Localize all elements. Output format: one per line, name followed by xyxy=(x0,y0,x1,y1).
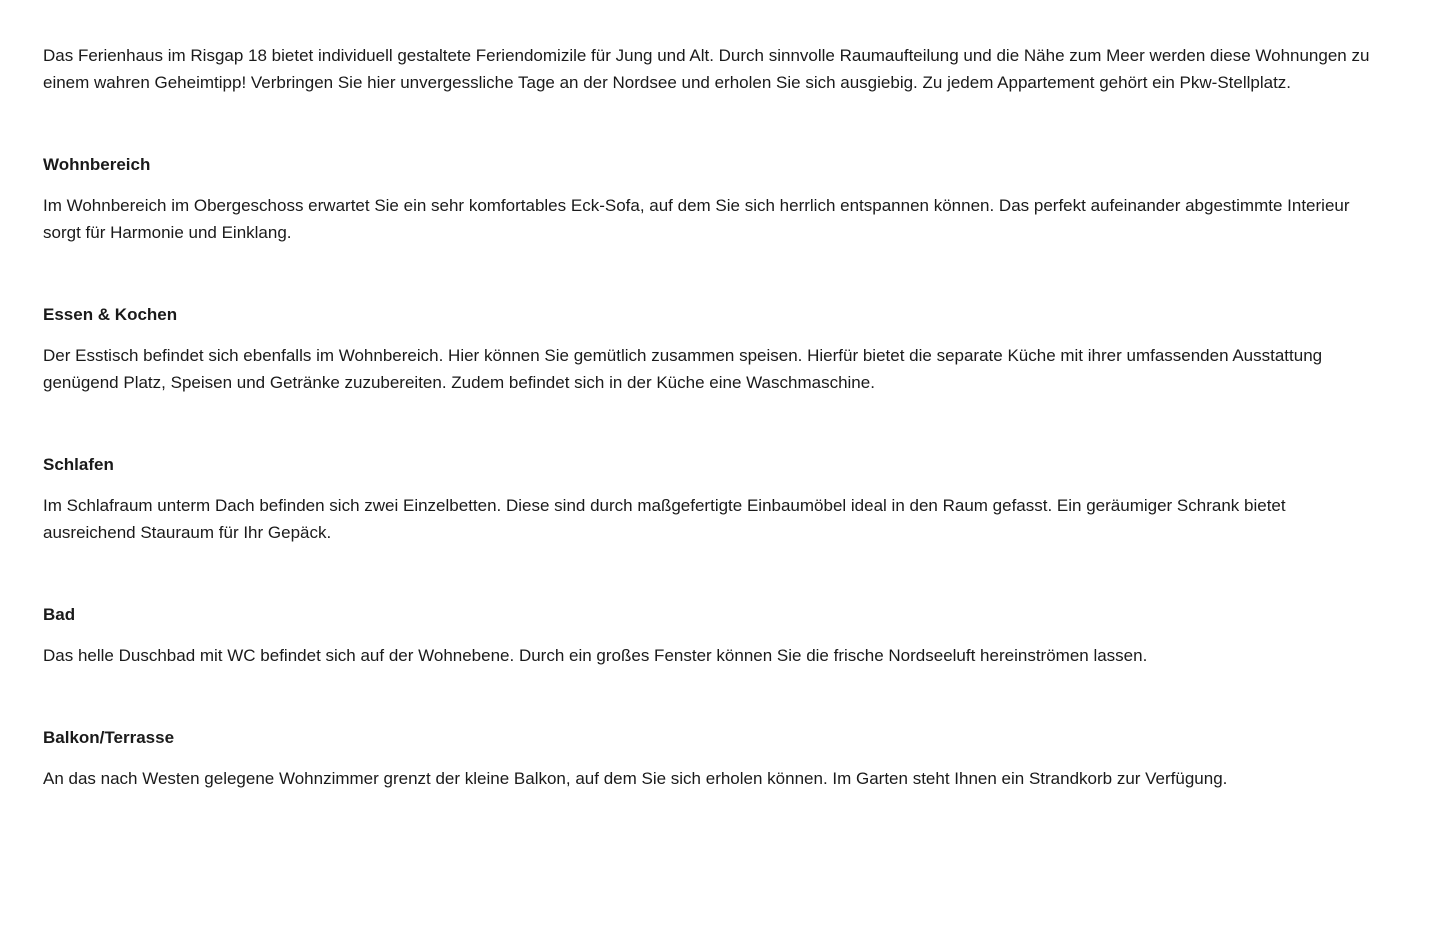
section-paragraph: Im Schlafraum unterm Dach befinden sich zwei Einzelbetten. Diese sind durch maßgefertigte Einbaumöbel ideal in den Raum gefasst. Ein geräumiger Schrank bietet ausreichend Stauraum für Ihr Gepäck. xyxy=(43,496,1286,542)
intro-paragraph: Das Ferienhaus im Risgap 18 bietet individuell gestaltete Feriendomizile für Jung und Alt. Durch sinnvolle Raumaufteilung und die Nähe zum Meer werden diese Wohnungen zu einem wahren Geheimtipp! Verbringen Sie hier unvergessliche Tage an der Nordsee und erholen Sie sich ausgiebig. Zu jedem Appartement gehört ein Pkw-Stellplatz. xyxy=(43,46,1370,92)
section-heading: Bad xyxy=(43,605,76,624)
section-wohnbereich xyxy=(43,151,1373,246)
section-paragraph: Der Esstisch befindet sich ebenfalls im Wohnbereich. Hier können Sie gemütlich zusammen speisen. Hierfür bietet die separate Küche mit ihrer umfassenden Ausstattung genügend Platz, Speisen und Getränke zuzubereiten. Zudem befindet sich in der Küche eine Waschmaschine. xyxy=(43,346,1323,392)
section-paragraph: Das helle Duschbad mit WC befindet sich auf der Wohnebene. Durch ein großes Fenster können Sie die frische Nordseeluft hereinströmen lassen. xyxy=(43,646,1148,665)
section-bad xyxy=(43,601,1373,669)
section-paragraph: An das nach Westen gelegene Wohnzimmer grenzt der kleine Balkon, auf dem Sie sich erholen können. Im Garten steht Ihnen ein Strandkorb zur Verfügung. xyxy=(43,769,1228,788)
document-content xyxy=(43,42,1373,792)
section-essen-kochen xyxy=(43,301,1373,396)
section-balkon-terrasse xyxy=(43,724,1373,792)
section-heading: Balkon/Terrasse xyxy=(43,728,175,747)
section-heading: Wohnbereich xyxy=(43,155,151,174)
section-heading: Schlafen xyxy=(43,455,114,474)
section-heading: Essen & Kochen xyxy=(43,305,178,324)
section-schlafen xyxy=(43,451,1373,546)
section-paragraph: Im Wohnbereich im Obergeschoss erwartet Sie ein sehr komfortables Eck-Sofa, auf dem Sie sich herrlich entspannen können. Das perfekt aufeinander abgestimmte Interieur sorgt für Harmonie und Einklang. xyxy=(43,196,1350,242)
